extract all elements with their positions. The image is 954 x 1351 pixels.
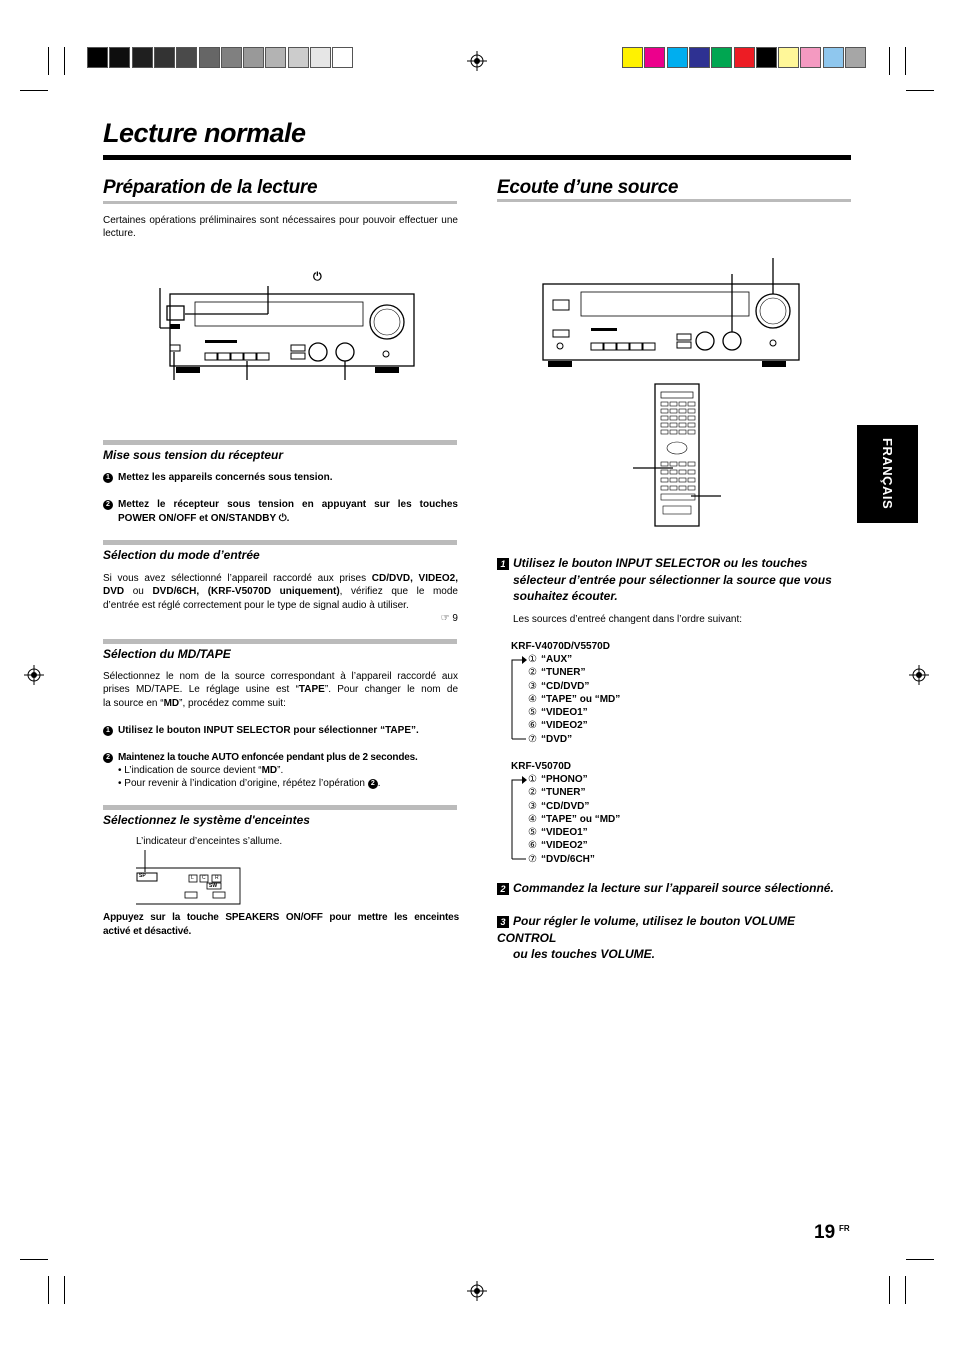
power-step-2: 2 Mettez le récepteur sous tension en appuyant sur les touches POWER ON/OFF et ON/STANDBY ⏻. bbox=[103, 498, 458, 526]
source-list-item: ③ “CD/DVD” bbox=[528, 680, 590, 692]
display-c: C bbox=[202, 875, 206, 881]
source-list-item: ④ “TAPE” ou “MD” bbox=[528, 813, 621, 825]
model-b-label: KRF-V5070D bbox=[511, 761, 572, 772]
md-tape-step-1: 1 Utilisez le bouton INPUT SELECTOR pour sélectionner “TAPE”. bbox=[103, 724, 458, 738]
gray-swatch bbox=[87, 47, 108, 68]
source-list-item: ① “AUX” bbox=[528, 654, 573, 665]
page-lang-code: FR bbox=[839, 1224, 850, 1233]
gray-swatch bbox=[288, 47, 309, 68]
source-list-item: ③ “CD/DVD” bbox=[528, 800, 590, 812]
color-swatch bbox=[778, 47, 799, 68]
color-swatch bbox=[734, 47, 755, 68]
gray-swatch bbox=[109, 47, 130, 68]
color-swatch bbox=[845, 47, 866, 68]
source-list-item: ⑥ “VIDEO2” bbox=[528, 720, 588, 732]
gray-swatch bbox=[199, 47, 220, 68]
page-number: 19 bbox=[814, 1222, 836, 1243]
speaker-indicator-note: L’indicateur d’enceintes s’allume. bbox=[136, 836, 283, 847]
section-bar-power bbox=[103, 440, 457, 445]
registration-mark-top bbox=[467, 51, 487, 71]
display-sp: SP bbox=[139, 873, 146, 879]
title-rule bbox=[103, 155, 851, 160]
source-list-a bbox=[528, 653, 620, 746]
source-list-item: ⑦ “DVD/6CH” bbox=[528, 853, 595, 865]
receiver-diagram-right bbox=[540, 258, 805, 370]
source-list-b bbox=[528, 773, 620, 866]
source-list-item: ⑤ “VIDEO1” bbox=[528, 707, 588, 719]
source-list-item: ② “TUNER” bbox=[528, 787, 586, 799]
gray-swatch bbox=[176, 47, 197, 68]
color-swatch bbox=[644, 47, 665, 68]
listen-step-3: 3 Pour régler le volume, utilisez le bouton VOLUME CONTROL ou les touches VOLUME. bbox=[497, 914, 796, 961]
registration-mark-left bbox=[24, 665, 44, 685]
section-bar-speakers bbox=[103, 805, 457, 810]
md-tape-text: Sélectionnez le nom de la source correspondant à l’appareil raccordé aux prises MD/TAPE. Le réglage usine est “TAPE”. Pour changer le nom de la source en “MD”, procédez comme suit: bbox=[103, 671, 459, 709]
speaker-display-diagram bbox=[135, 850, 245, 906]
registration-mark-right bbox=[909, 665, 929, 685]
color-swatch bbox=[823, 47, 844, 68]
source-list-item: ⑥ “VIDEO2” bbox=[528, 840, 588, 852]
page-title: Lecture normale bbox=[103, 118, 306, 148]
speakers-instruction: Appuyez sur la touche SPEAKERS ON/OFF pour mettre les enceintes activé et désactivé. bbox=[103, 912, 459, 937]
source-list-item: ① “PHONO” bbox=[528, 774, 588, 785]
cycle-arrow-b bbox=[508, 774, 528, 866]
power-step-1: 1 Mettez les appareils concernés sous tension. bbox=[103, 471, 458, 485]
color-swatch bbox=[689, 47, 710, 68]
color-swatch bbox=[800, 47, 821, 68]
gray-swatch bbox=[243, 47, 264, 68]
registration-mark-bottom bbox=[467, 1281, 487, 1301]
power-symbol-label: ⏻ bbox=[313, 271, 322, 283]
color-swatch bbox=[667, 47, 688, 68]
power-section-title: Mise sous tension du récepteur bbox=[103, 448, 284, 462]
display-sw: SW bbox=[209, 883, 218, 889]
order-note: Les sources d’entreé changent dans l’ordre suivant: bbox=[513, 614, 743, 625]
display-r: R bbox=[215, 875, 219, 881]
color-swatch bbox=[756, 47, 777, 68]
input-mode-text: Si vous avez sélectionné l’appareil raccordé aux prises CD/DVD, VIDEO2, DVD ou DVD/6CH, (KRF-V5070D uniquement), vérifiez que le mode d’entrée est réglé correctement pour le type de signal audio à utiliser. ☞ 9 bbox=[103, 573, 458, 625]
remote-control-diagram bbox=[633, 382, 723, 530]
md-tape-title: Sélection du MD/TAPE bbox=[103, 647, 231, 661]
right-heading-rule bbox=[497, 199, 851, 202]
receiver-diagram-left bbox=[150, 268, 420, 388]
right-heading: Ecoute d’une source bbox=[497, 177, 679, 198]
source-list-item: ② “TUNER” bbox=[528, 667, 586, 679]
source-list-item: ⑤ “VIDEO1” bbox=[528, 827, 588, 839]
gray-swatch bbox=[332, 47, 353, 68]
language-tab: FRANÇAIS bbox=[857, 425, 918, 523]
gray-swatch bbox=[221, 47, 242, 68]
display-l: L bbox=[191, 875, 194, 881]
color-swatch bbox=[622, 47, 643, 68]
model-a-label: KRF-V4070D/V5570D bbox=[511, 641, 610, 652]
source-list-item: ④ “TAPE” ou “MD” bbox=[528, 693, 621, 705]
left-heading-rule bbox=[103, 201, 457, 204]
listen-step-1: 1 Utilisez le bouton INPUT SELECTOR ou les touches sélecteur d’entrée pour sélectionner la source que vous souhaitez écouter. bbox=[497, 555, 855, 605]
gray-swatch bbox=[154, 47, 175, 68]
gray-swatch bbox=[310, 47, 331, 68]
cycle-arrow-a bbox=[508, 654, 528, 746]
page-reference: ☞ 9 bbox=[440, 613, 458, 625]
md-tape-bullets: • L’indication de source devient “MD”. • Pour revenir à l’indication d’origine, répétez l’opération 2 . bbox=[118, 765, 381, 790]
section-bar-input-mode bbox=[103, 540, 457, 545]
listen-step-2: 2 Commandez la lecture sur l’appareil source sélectionné. bbox=[497, 880, 855, 897]
speakers-title: Sélectionnez le système d'enceintes bbox=[103, 813, 310, 827]
color-swatch bbox=[711, 47, 732, 68]
gray-swatch bbox=[132, 47, 153, 68]
source-list-item: ⑦ “DVD” bbox=[528, 733, 573, 745]
section-bar-md-tape bbox=[103, 639, 457, 644]
md-tape-step-2: 2 Maintenez la touche AUTO enfoncée pendant plus de 2 secondes. bbox=[103, 751, 463, 765]
intro-text: Certaines opérations préliminaires sont nécessaires pour pouvoir effectuer une lecture. bbox=[103, 215, 458, 240]
left-heading: Préparation de la lecture bbox=[103, 177, 318, 198]
gray-swatch bbox=[265, 47, 286, 68]
input-mode-title: Sélection du mode d’entrée bbox=[103, 548, 260, 562]
